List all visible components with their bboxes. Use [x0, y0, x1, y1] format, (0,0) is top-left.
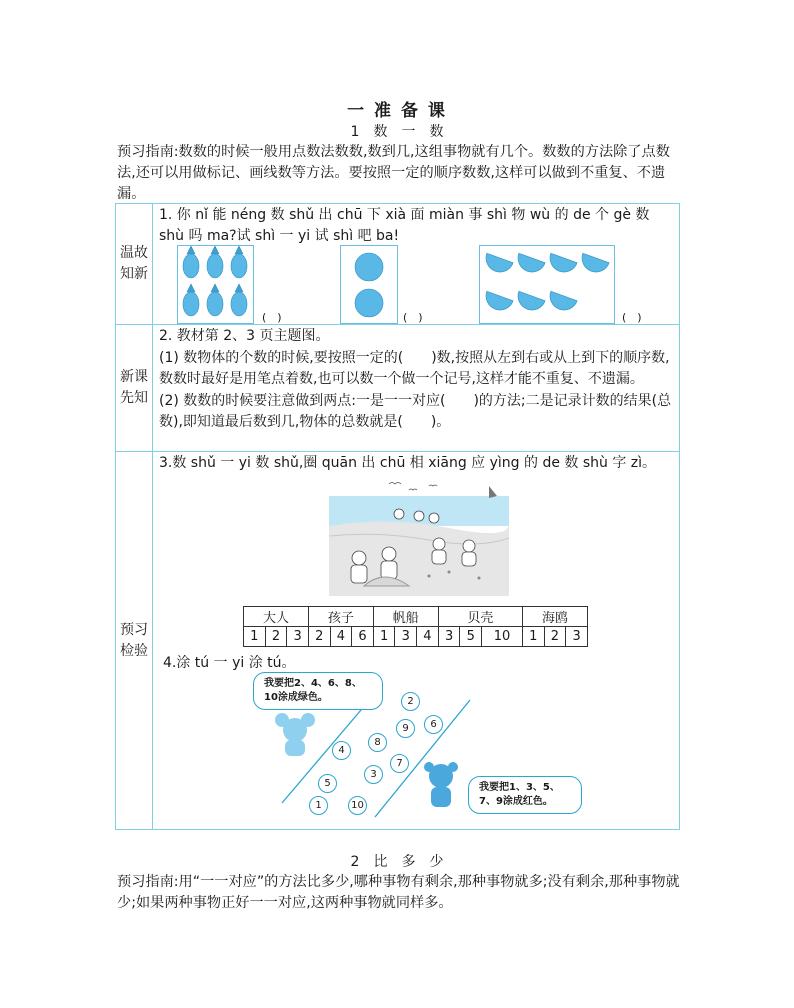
preview-guide-2: 预习指南:用“一一对应”的方法比多少,哪种事物有剩余,那种事物就多;没有剩余,那种事物就少;如果两种事物正好一一对应,这两种事物就同样多。	[117, 874, 680, 911]
number-circle-1[interactable]: 1	[309, 796, 328, 815]
answer-choice[interactable]: 1	[373, 627, 395, 647]
answer-table-header: 帆船	[373, 607, 438, 627]
answer-choice[interactable]: 4	[417, 627, 439, 647]
number-circle-9[interactable]: 9	[396, 719, 415, 738]
answer-choice[interactable]: 3	[395, 627, 417, 647]
answer-table-header: 海鸥	[522, 607, 587, 627]
question-2a: (1) 数物体的个数的时候,要按照一定的( )数,按照从左到右或从上到下的顺序数,数数时最好是用笔点着数,也可以数一个做一个记号,这样才能不重复、不遗漏。	[159, 350, 670, 387]
row-label-check: 预习检验	[116, 452, 153, 830]
number-circle-3[interactable]: 3	[364, 765, 383, 784]
speech-bubble-right: 我要把1、3、5、7、9涂成红色。	[468, 776, 582, 814]
question-4: 4.涂 tú 一 yi 涂 tú。	[163, 655, 296, 671]
number-circle-7[interactable]: 7	[390, 754, 409, 773]
mouse-character-icon	[274, 712, 318, 760]
question-2-head: 2. 教材第 2、3 页主题图。	[159, 328, 330, 344]
row-label-review: 温故知新	[116, 204, 153, 325]
answer-choice[interactable]: 3	[287, 627, 309, 647]
watermelon-group	[479, 245, 615, 324]
number-circle-8[interactable]: 8	[368, 733, 387, 752]
answer-table-header: 孩子	[308, 607, 373, 627]
answer-choice[interactable]: 5	[460, 627, 482, 647]
peach-group	[340, 245, 398, 324]
answer-blank-1[interactable]: ( )	[262, 311, 282, 324]
pineapple-icon	[178, 246, 253, 323]
question-2b: (2) 数数的时候要注意做到两点:一是一一对应( )的方法;二是记录计数的结果(总数),即知道最后数到几,物体的总数就是( )。	[159, 393, 672, 430]
answer-choice[interactable]: 2	[308, 627, 330, 647]
number-circle-2[interactable]: 2	[401, 692, 420, 711]
answer-choice[interactable]: 2	[544, 627, 566, 647]
speech-bubble-left: 我要把2、4、6、8、10涂成绿色。	[253, 672, 383, 710]
peach-icon	[341, 246, 397, 323]
question-1: 1. 你 nǐ 能 néng 数 shǔ 出 chū 下 xià 面 miàn 事 shì 物 wù 的 de 个 gè 数 shù 吗 ma?试 shì 一 yi 试 shì 吧 ba!	[159, 207, 650, 244]
answer-table-header: 贝壳	[438, 607, 522, 627]
beach-scene-image	[329, 476, 509, 596]
row-label-new: 新课先知	[116, 325, 153, 452]
answer-choice[interactable]: 1	[522, 627, 544, 647]
watermelon-slice-icon	[480, 246, 614, 323]
answer-table-header: 大人	[244, 607, 309, 627]
answer-choice[interactable]: 4	[330, 627, 352, 647]
number-circle-6[interactable]: 6	[424, 715, 443, 734]
section-2-title: 2 比 多 少	[350, 854, 444, 870]
pineapple-group	[177, 245, 254, 324]
answer-choice[interactable]: 3	[566, 627, 588, 647]
answer-choice[interactable]: 10	[482, 627, 523, 647]
answer-choice[interactable]: 2	[265, 627, 287, 647]
answer-choice[interactable]: 3	[438, 627, 460, 647]
number-circle-5[interactable]: 5	[318, 774, 337, 793]
count-answer-table	[243, 606, 588, 647]
answer-choice[interactable]: 1	[244, 627, 266, 647]
number-circle-4[interactable]: 4	[332, 741, 351, 760]
answer-blank-2[interactable]: ( )	[403, 311, 423, 324]
question-3: 3.数 shǔ 一 yi 数 shǔ,圈 quān 出 chū 相 xiāng 应 yìng 的 de 数 shù 字 zì。	[159, 455, 657, 471]
answer-choice[interactable]: 6	[352, 627, 374, 647]
section-title: 1 数 一 数	[350, 124, 444, 140]
number-circle-10[interactable]: 10	[348, 796, 367, 815]
answer-blank-3[interactable]: ( )	[622, 311, 642, 324]
page-title: 一 准 备 课	[347, 101, 447, 121]
preview-guide-1: 预习指南:数数的时候一般用点数法数数,数到几,这组事物就有几个。数数的方法除了点数法,还可以用做标记、画线数等方法。要按照一定的顺序数数,这样可以做到不重复、不遗漏。	[117, 144, 670, 202]
bear-character-icon	[420, 760, 464, 810]
